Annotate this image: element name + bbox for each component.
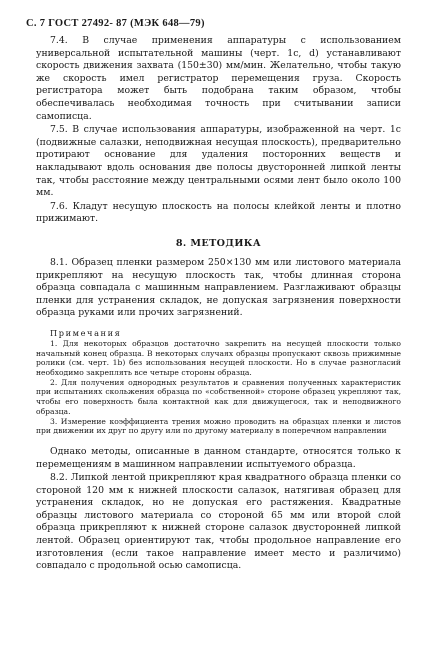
paragraph-7-4: 7.4. В случае применения аппаратуры с использованием универсальной испытательной машины (черт. 1c, d) устанавливают скорость движения захвата (150±30) мм/мин. Желательно, чтобы такую же скорость имел регистратор перемещения груза. Скорость регистратора может быть подобрана таким образом, чтобы обеспечивалась необходимая точность при считывании записи самописца. [36,35,401,122]
note-3: 3. Измерение коэффициента трения можно проводить на образцах пленки и листов при движении их друг по другу или по другому материалу в поперечном направлении [36,416,401,436]
paragraph-methods-scope: Однако методы, описанные в данном стандарте, относятся только к перемещениям в машинном направлении испытуемого образца. [36,445,401,470]
section-title: 8. МЕТОДИКА [175,237,262,249]
note-2: 2. Для получения однородных результатов и сравнения полученных характеристик при испытаниях скольжения образца по «собственной» стороне образец укрепляют так, чтобы его поверхность была контактной как для движущегося, так и неподвижного образца. [36,377,401,416]
paragraph-8-2: 8.2. Липкой лентой прикрепляют края квадратного образца пленки со стороной 120 мм к нижней плоскости салазок, натягивая образец для устранения складок, но не допуская его растяжения. Квадратные образцы листового материала со стороной 65 мм или второй слой образца прикрепляют к нижней стороне салазок двусторонней липкой лентой. Образец ориентируют так, чтобы продольное направление его изготовления (если такое направление имеет место и различимо) совпадало с продольной осью самописца. [36,472,401,572]
notes-title: Примечания [50,327,122,338]
page-header: С. 7 ГОСТ 27492- 87 (МЭК 648—79) [26,18,205,29]
paragraph-7-5: 7.5. В случае использования аппаратуры, изображенной на черт. 1c (подвижные салазки, неподвижная несущая плоскость), предварительно протирают основание для удаления посторонних веществ и накладывают вдоль основания две полосы двусторонней липкой ленты так, чтобы расстояние между центральными осями лент было около 100 мм. [36,124,401,199]
paragraph-8-1: 8.1. Образец пленки размером 250×130 мм или листового материала прикрепляют на несущую плоскость так, чтобы длинная сторона образца совпадала с машинным направлением. Разглаживают образцы пленки для устранения складок, не допуская загрязнения поверхности образца руками или прочих загрязнений. [36,256,401,319]
paragraph-7-6: 7.6. Кладут несущую плоскость на полосы клейкой ленты и плотно прижимают. [36,200,401,225]
note-1: 1. Для некоторых образцов достаточно закрепить на несущей плоскости только начальный конец образца. В некоторых случаях образцы пропускают сквозь прижимные ролики (см. черт. 1b) без использования несущей плоскости. Но в случае разногласий необходимо закреплять все четыре стороны образца. [36,338,401,377]
